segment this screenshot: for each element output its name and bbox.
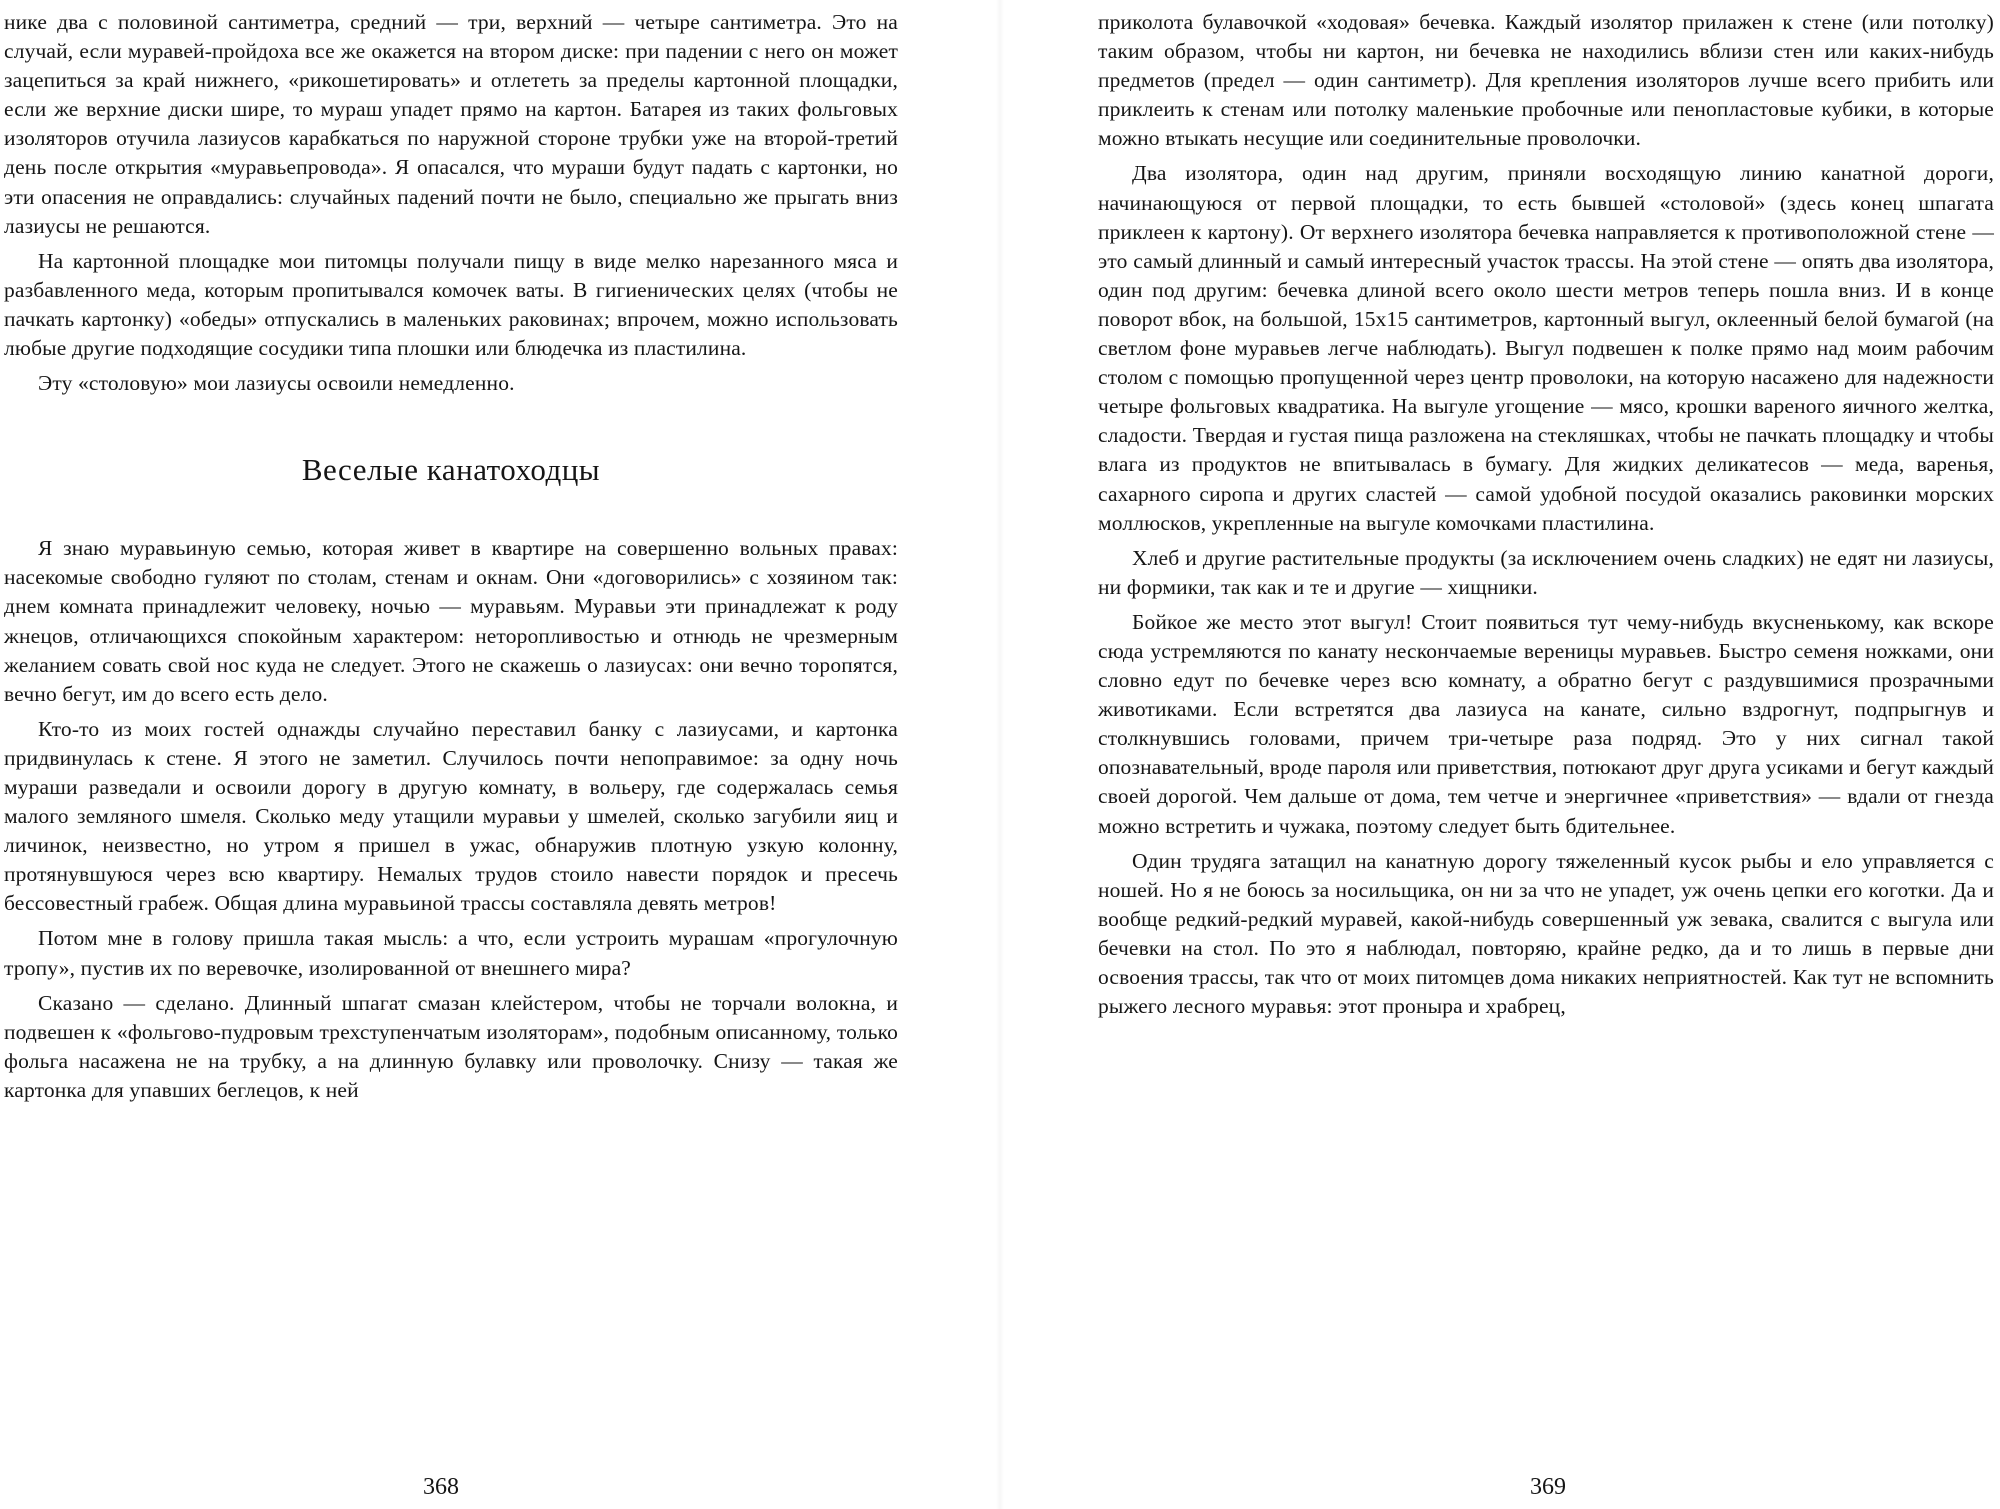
paragraph: Кто-то из моих гостей однажды случайно переставил банку с лазиусами, и картонка придвинулась к стене. Я этого не заметил. Случилось почти непоправимое: за одну ночь мураши разведали и освоили дорогу в другую комнату, в вольеру, где содержалась семья малого земляного шмеля. Сколько меду утащили муравьи у шмелей, сколько загубили яиц и личинок, неизвестно, но утром я пришел в ужас, обнаружив плотную узкую колонну, протянувшуюся через всю квартиру. Немалых трудов стоило навести порядок и пресечь бессовестный грабеж. Общая длина муравьиной трассы составляла девять метров! xyxy=(4,716,898,916)
paragraph: Один трудяга затащил на канатную дорогу тяжеленный кусок рыбы и ело управляется с ношей. Но я не боюсь за носильщика, он ни за что не упадет, уж очень цепки его коготки. Да и вообще редкий-редкий муравей, какой-нибудь совершенный уж зевака, свалится с выгула или бечевки на стол. По это я наблюдал, повторяю, крайне редко, да и то лишь в первые дни освоения трассы, так что от моих питомцев дома никаких неприятностей. Как тут не вспомнить рыжего лесного муравья: этот проныра и храбрец, xyxy=(1098,848,1994,1019)
paragraph: На картонной площадке мои питомцы получали пищу в виде мелко нарезанного мяса и разбавленного меда, которым пропитывался комочек ваты. В гигиенических целях (чтобы не пачкать картонку) «обеды» отпускались в маленьких раковинах; впрочем, можно использовать любые другие подходящие сосудики типа плошки или блюдечка из пластилина. xyxy=(4,248,898,361)
page-number: 368 xyxy=(423,1474,459,1500)
paragraph: Эту «столовую» мои лазиусы освоили немедленно. xyxy=(38,371,515,396)
left-text-column xyxy=(4,8,898,1111)
right-text-column xyxy=(1098,8,1994,1027)
paragraph: Сказано — сделано. Длинный шпагат смазан клейстером, чтобы не торчали волокна, и подвешен к «фольгово-пудровым трехступенчатым изоляторам», подобным описанному, только фольга насажена не на трубку, а на длинную булавку или проволочку. Снизу — такая же картонка для упавших беглецов, к ней xyxy=(4,990,898,1102)
paragraph: Бойкое же место этот выгул! Стоит появиться тут чему-нибудь вкусненькому, как вскоре сюда устремляются по канату нескончаемые вереницы муравьев. Быстро семеня ножками, они словно едут по бечевке через всю комнату, а обратно бегут с раздувшимися прозрачными животиками. Если встретятся два лазиуса на канате, сильно вздрогнут, подпрыгнув и столкнувшись головами, причем три-четыре раза подряд. Это у них сигнал такой опознавательный, вроде пароля или приветствия, потюкают друг друга усиками и бегут каждый своей дорогой. Чем дальше от дома, тем четче и энергичнее «приветствия» — вдали от гнезда можно встретить и чужака, поэтому следует быть бдительнее. xyxy=(1098,609,1994,838)
right-page xyxy=(1000,0,2000,1509)
paragraph: Я знаю муравьиную семью, которая живет в квартире на совершенно вольных правах: насекомые свободно гуляют по столам, стенам и окнам. Они «договорились» с хозяином так: днем комната принадлежит человеку, ночью — муравьям. Муравьи эти принадлежат к роду жнецов, отличающихся спокойным характером: неторопливостью и отнюдь не чрезмерным желанием совать свой нос куда не следует. Этого не скажешь о лазиусах: они вечно торопятся, вечно бегут, им до всего есть дело. xyxy=(4,536,898,706)
paragraph: нике два с половиной сантиметра, средний — три, верхний — четыре сантиметра. Это на случай, если муравей-пройдоха все же окажется на втором диске: при падении с него он может зацепиться за край нижнего, «рикошетировать» и отлететь за пределы картонной площадки, если же верхние диски шире, то мураш упадет прямо на картон. Батарея из таких фольговых изоляторов отучила лазиусов карабкаться по наружной стороне трубки уже на второй-третий день после открытия «муравьепровода». Я опасался, что мураши будут падать с картонки, но эти опасения не оправдались: случайных падений почти не было, специально же прыгать вниз лазиусы не решаются. xyxy=(4,10,898,238)
paragraph: Два изолятора, один над другим, приняли восходящую линию канатной дороги, начинающуюся от первой площадки, то есть бывшей «столовой» (здесь конец шпагата приклеен к картону). От верхнего изолятора бечевка направляется к противоположной стене — это самый длинный и самый интересный участок трассы. На этой стене — опять два изолятора, один под другим: бечевка длиной всего около шести метров теперь пошла вниз. И в конце поворот вбок, на большой, 15x15 сантиметров, картонный выгул, оклеенный белой бумагой (на светлом фоне муравьев легче наблюдать). Выгул подвешен к полке прямо над моим рабочим столом с помощью пропущенной через центр проволоки, на которую насажено для надежности четыре фольговых квадратика. На выгуле угощение — мясо, крошки вареного яичного желтка, сладости. Твердая и густая пища разложена на стекляшках, чтобы не пачкать площадку и чтобы влага из продуктов не впитывалась в бумагу. Для жидких деликатесов — меда, варенья, сахарного сиропа и других сластей — самой удобной посудой оказались раковинки морских моллюсков, укрепленные на выгуле комочками пластилина. xyxy=(1098,161,1994,535)
paragraph: Хлеб и другие растительные продукты (за исключением очень сладких) не едят ни лазиусы, ни формики, так как и те и другие — хищники. xyxy=(1098,545,1994,599)
page-number: 369 xyxy=(1530,1474,1566,1500)
paragraph: приколота булавочкой «ходовая» бечевка. Каждый изолятор прилажен к стене (или потолку) таким образом, чтобы ни картон, ни бечевка не находились вблизи стен или каких-нибудь предметов (предел — один сантиметр). Для крепления изоляторов лучше всего прибить или приклеить к стенам или потолку маленькие пробочные или пенопластовые кубики, в которые можно втыкать несущие или соединительные проволочки. xyxy=(1098,10,1994,151)
paragraph: Потом мне в голову пришла такая мысль: а что, если устроить мурашам «прогулочную тропу», пустив их по веревочке, изолированной от внешнего мира? xyxy=(4,926,898,980)
section-heading: Веселые канатоходцы xyxy=(301,452,601,488)
